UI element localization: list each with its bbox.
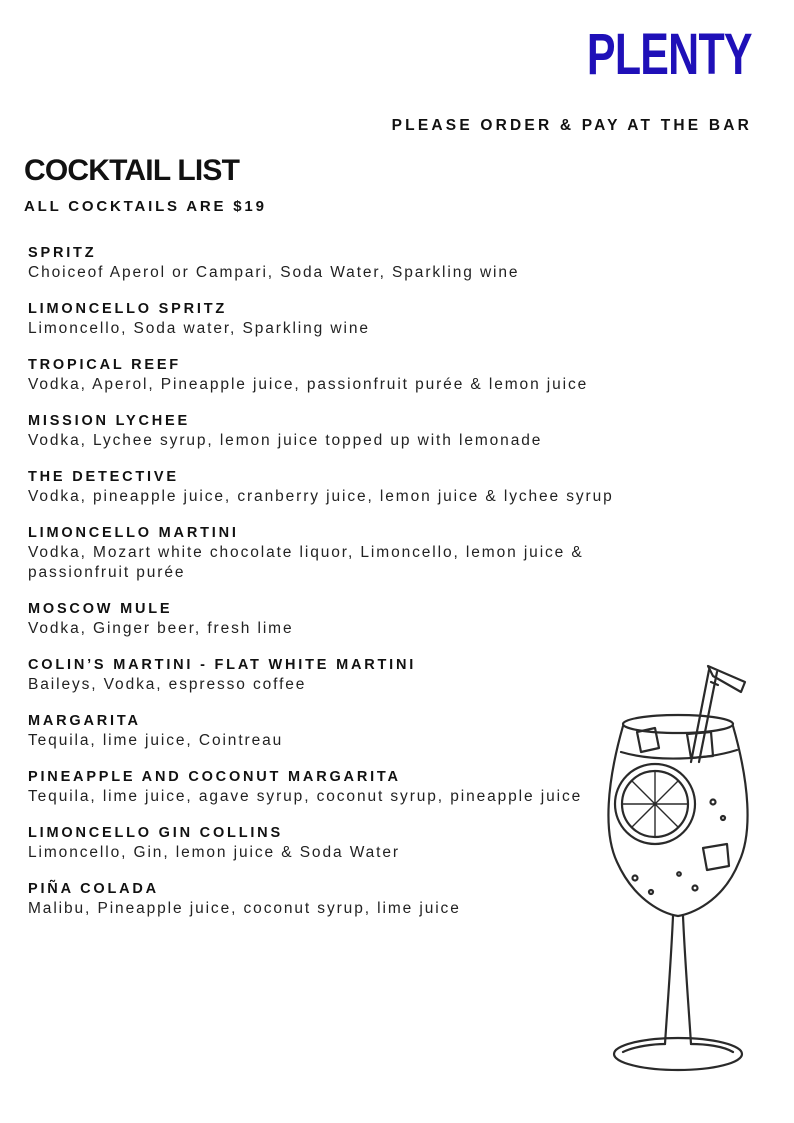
item-description: Malibu, Pineapple juice, coconut syrup, lime juice	[28, 900, 461, 917]
item-name: PINEAPPLE AND COCONUT MARGARITA	[28, 769, 401, 785]
menu-item	[28, 768, 658, 807]
menu-item	[28, 300, 658, 339]
menu-item	[28, 656, 658, 695]
menu-item	[28, 412, 658, 451]
item-description: Vodka, pineapple juice, cranberry juice, lemon juice & lychee syrup	[28, 488, 614, 505]
page-title: COCKTAIL LIST	[24, 154, 240, 187]
item-name: LIMONCELLO GIN COLLINS	[28, 825, 283, 841]
menu-item	[28, 524, 658, 583]
item-description: Baileys, Vodka, espresso coffee	[28, 676, 307, 693]
order-note: PLEASE ORDER & PAY AT THE BAR	[391, 117, 752, 134]
menu-item	[28, 244, 658, 283]
item-name: COLIN’S MARTINI - FLAT WHITE MARTINI	[28, 657, 417, 673]
item-description: Vodka, Ginger beer, fresh lime	[28, 620, 294, 637]
item-name: PIÑA COLADA	[28, 881, 159, 897]
item-description: Vodka, Aperol, Pineapple juice, passionfruit purée & lemon juice	[28, 376, 589, 393]
menu-item	[28, 468, 658, 507]
item-description: Vodka, Lychee syrup, lemon juice topped up with lemonade	[28, 432, 543, 449]
item-name: MISSION LYCHEE	[28, 413, 190, 429]
item-name: SPRITZ	[28, 245, 97, 261]
item-description: Tequila, lime juice, Cointreau	[28, 732, 284, 749]
menu-item	[28, 712, 658, 751]
cocktail-list	[28, 244, 658, 936]
item-description: Limoncello, Gin, lemon juice & Soda Water	[28, 844, 400, 861]
brand-logo: PLENTY	[587, 22, 752, 87]
item-name: TROPICAL REEF	[28, 357, 181, 373]
item-name: LIMONCELLO MARTINI	[28, 525, 239, 541]
menu-item	[28, 356, 658, 395]
item-name: LIMONCELLO SPRITZ	[28, 301, 228, 317]
item-description: Tequila, lime juice, agave syrup, coconut syrup, pineapple juice	[28, 788, 583, 805]
item-name: MARGARITA	[28, 713, 141, 729]
price-note: ALL COCKTAILS ARE $19	[24, 198, 267, 215]
item-description: Choiceof Aperol or Campari, Soda Water, Sparkling wine	[28, 264, 520, 281]
item-name: THE DETECTIVE	[28, 469, 179, 485]
menu-item	[28, 600, 658, 639]
cocktail-glass-icon	[595, 652, 765, 1082]
item-name: MOSCOW MULE	[28, 601, 173, 617]
item-description: Vodka, Mozart white chocolate liquor, Limoncello, lemon juice & passionfruit purée	[28, 544, 584, 581]
menu-item	[28, 880, 658, 919]
menu-item	[28, 824, 658, 863]
item-description: Limoncello, Soda water, Sparkling wine	[28, 320, 370, 337]
